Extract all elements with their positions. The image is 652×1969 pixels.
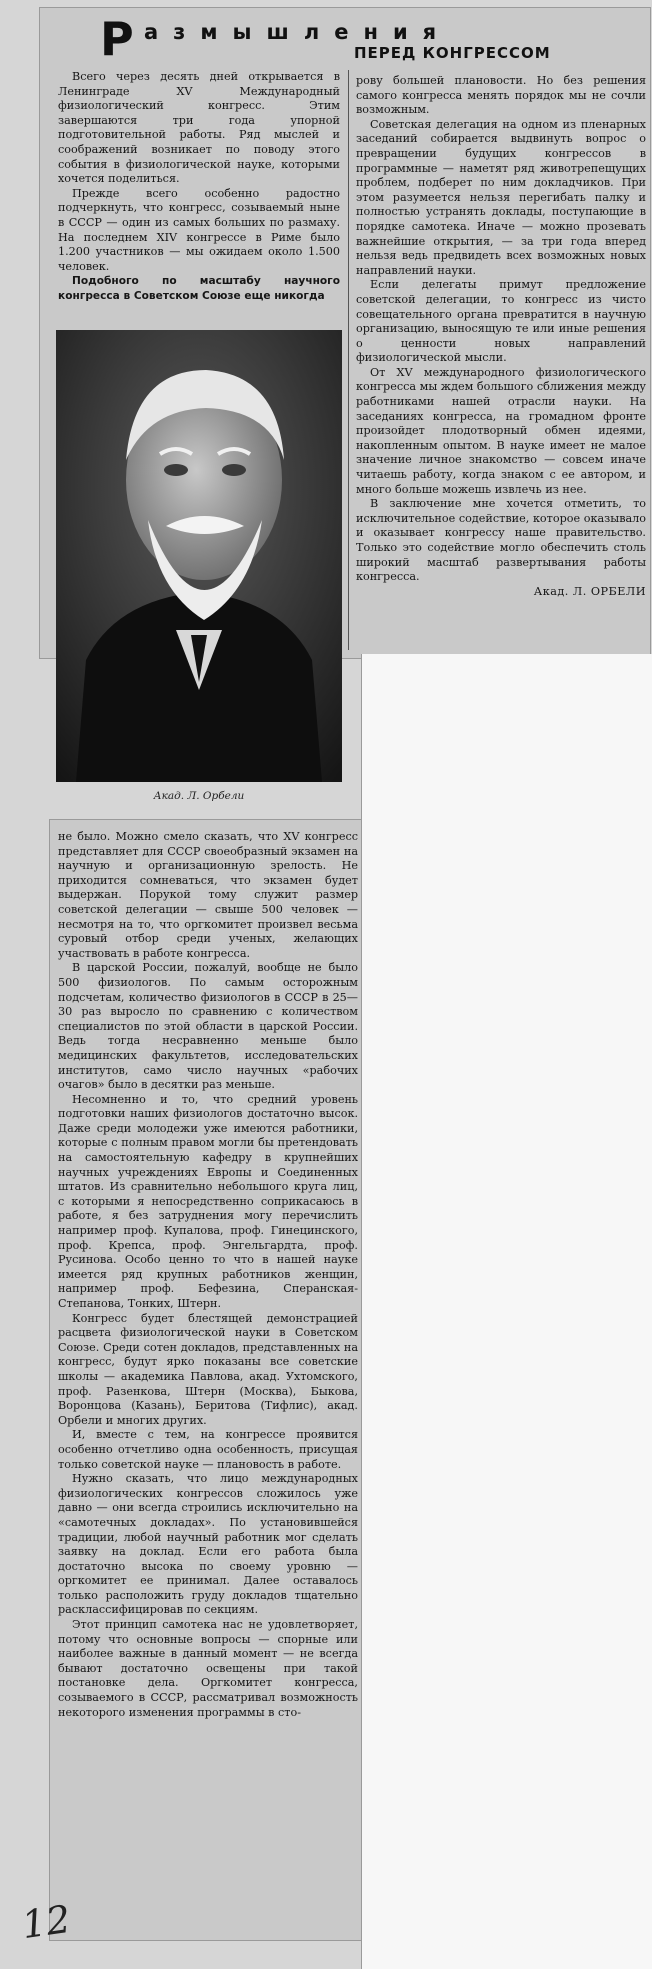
handwritten-page-number: 12 — [19, 1896, 74, 1948]
paragraph: От XV международного физиологического конгресса мы ждем большого сближения между работниками нашей отрасли науки. На заседаниях конгресса, на громадном фронте произойдет плодотворный обмен идеями, накопленным опытом. В науке имеет не малое значение личное знакомство — совсем иначе читаешь работу, когда знаком с ее автором, и много больше можешь извлечь из нее. — [356, 365, 646, 496]
article-heading — [100, 14, 570, 70]
column-3 — [58, 830, 358, 1955]
paragraph: Прежде всего особенно радостно подчеркнуть, что конгресс, созываемый ныне в СССР — один из самых больших по размаху. На последнем XIV конгрессе в Риме было 1.200 участников — мы ожидаем около 1.500 человек. — [58, 186, 340, 273]
heading-word: азмышления — [144, 20, 452, 44]
paragraph: В заключение мне хочется отметить, то исключительное содействие, которое оказывало и оказывает конгрессу наше правительство. Только это содействие могло обеспечить столь широкий масштаб развертывания работы конгресса. — [356, 497, 646, 584]
paragraph: В царской России, пожалуй, вообще не было 500 физиологов. По самым осторожным подсчетам, количество физиологов в СССР в 25—30 раз выросло по сравнению с количеством специалистов по этой области в царской России. Ведь тогда несравненно меньше было медицинских факультетов, исследовательских институтов, само число научных «рабочих очагов» было в десятки раз меньше. — [58, 961, 358, 1092]
paragraph: Если делегаты примут предложение советской делегации, то конгресс из чисто совещательного органа превратится в научную организацию, выносящую те или иные решения о ценности новых направлений физиологической мысли. — [356, 278, 646, 365]
paragraph: Несомненно и то, что средний уровень подготовки наших физиологов достаточно высок. Даже среди молодежи уже имеются работники, которые с полным правом могли бы претендовать на самостоятельную кафедру в крупнейших научных учреждениях Европы и Соединенных штатов. Из сравнительно небольшого круга лиц, с которыми я непосредственно соприкасаюсь в работе, я без затруднения могу перечислить например проф. Купалова, проф. Гинецинского, проф. Крепса, проф. Энгельгардта, проф. Русинова. Особо ценно то что в нашей науке имеется ряд крупных работников женщин, например проф. Бефезина, Сперанская-Степанова, Тонких, Штерн. — [58, 1092, 358, 1310]
paragraph: рову большей плановости. Но без решения самого конгресса менять порядок мы не сочли возможным. — [356, 74, 646, 117]
portrait-illustration — [56, 330, 342, 782]
column-1 — [58, 70, 340, 320]
paragraph: Этот принцип самотека нас не удовлетворяет, потому что основные вопросы — спорные или наиболее важные в данный момент — не всегда бывают достаточно освещены при такой постановке дела. Оргкомитет конгресса, созываемого в СССР, рассматривал возможность некоторого изменения программы в сто- — [58, 1618, 358, 1719]
photo-caption: Акад. Л. Орбели — [153, 790, 245, 802]
paragraph: Советская делегация на одном из пленарных заседаний собирается выдвинуть вопрос о превращении будущих конгрессов в программные — наметят ряд животрепещущих проблем, подберет по ним докладчиков. При этом разумеется нельзя перегибать палку и полностью устранять доклады, поступающие в порядке самотека. Иначе — можно прозевать важнейшие открытия, — за три года вперед нельзя ведь предвидеть всех возможных новых направлений науки. — [356, 117, 646, 277]
paragraph: Конгресс будет блестящей демонстрацией расцвета физиологической науки в Советском Союзе. Среди сотен докладов, представленных на конгресс, будут ярко показаны все советские школы — академика Павлова, акад. Ухтомского, проф. Разенкова, Штерн (Москва), Быкова, Воронцова (Казань), Беритова (Тифлис), акад. Орбели и многих других. — [58, 1311, 358, 1427]
paragraph: не было. Можно смело сказать, что XV конгресс представляет для СССР своеобразный экзамен на научную и организационную зрелость. Не приходится сомневаться, что экзамен будет выдержан. Порукой тому служит размер советской делегации — свыше 500 человек — несмотря на то, что оргкомитет произвел весьма суровый отбор среди ученых, желающих участвовать в работе конгресса. — [58, 830, 358, 960]
portrait-photo — [56, 330, 342, 782]
column-2 — [356, 74, 646, 654]
heading-initial: Р — [100, 12, 134, 66]
author-signature: Акад. Л. ОРБЕЛИ — [533, 584, 646, 598]
paragraph: Нужно сказать, что лицо международных физиологических конгрессов сложилось уже давно — они всегда строились исключительно на «самотечных докладах». По установившейся традиции, любой научный работник мог сделать заявку на доклад. Если его работа была достаточно высока по своему уровню — оргкомитет ее принимал. Далее оставалось только расположить груду докладов тщательно расклассифицировав по секциям. — [58, 1472, 358, 1617]
blank-paper-area — [362, 654, 652, 1969]
paragraph: И, вместе с тем, на конгрессе проявится особенно отчетливо одна особенность, присущая только советской науке — плановость в работе. — [58, 1428, 358, 1471]
column-divider — [348, 70, 349, 650]
heading-subtitle: ПЕРЕД КОНГРЕССОМ — [354, 44, 551, 62]
bold-lead: Подобного по масштабу научного конгресса в Советском Союзе еще никогда — [58, 275, 340, 302]
paragraph: Всего через десять дней открывается в Ленинграде XV Международный физиологический конгресс. Этим завершаются три года упорной подготовительной работы. Ряд мыслей и соображений возникает по поводу этого события в физиологической науке, которыми хочется поделиться. — [58, 70, 340, 186]
